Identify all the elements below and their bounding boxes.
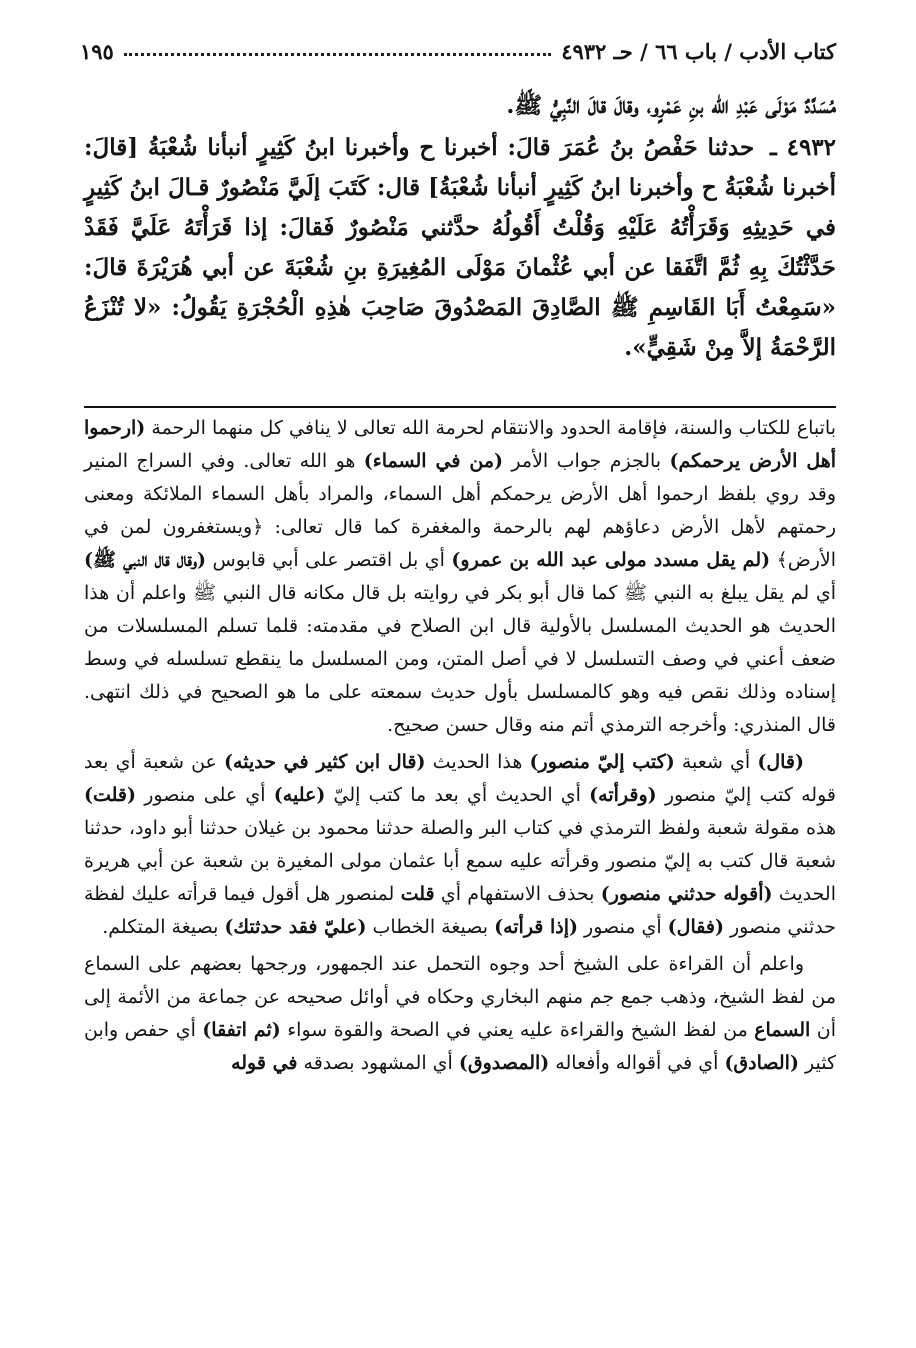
- commentary-text-p1-8: أي لم يقل يبلغ به النبي ﷺ كما قال أبو بكر في روايته بل قال مكانه قال النبي ﷺ واعلم أن هذا الحديث هو الحديث المسلسل بالأولية قال ابن الصلاح في مقدمته: قلما تسلم المسلسلات من ضعف أعني في وصف التسلسل لا في أصل المتن، ومن المسلسل ما ينقطع تسلسله في وسط إسناده وذلك نقص فيه وهو كالمسلسل بأول حديث سمعته على ما هو الصحيح في ذلك انتهى. قال المنذري: وأخرجه الترمذي أتم منه وقال حسن صحيح.: [84, 582, 836, 736]
- commentary: [84, 412, 836, 1080]
- bold-quote-p1-3: (من في السماء): [363, 450, 504, 472]
- commentary-paragraph-2: [84, 746, 836, 944]
- bold-quote-p3-5: (الصادق): [724, 1052, 799, 1074]
- page-number: ١٩٥: [80, 39, 114, 64]
- commentary-text-p1-6: أي بل اقتصر على أبي قابوس: [206, 549, 452, 571]
- bold-quote-p2-0: (قال): [757, 751, 804, 773]
- running-header: [80, 30, 836, 64]
- bold-quote-p3-7: (المصدوق): [458, 1052, 550, 1074]
- bold-quote-p2-20: (عليّ فقد حدثتك): [224, 916, 367, 938]
- commentary-text-p2-9: أي على منصور: [136, 784, 274, 806]
- bold-quote-p3-1: السماع: [754, 1019, 811, 1041]
- hadith-text: [84, 86, 836, 368]
- commentary-text-p2-15: لمنصور هل أقول فيما قرأته عليك لفظة حدثني منصور: [84, 883, 836, 938]
- commentary-text-p2-5: عن شعبة أي بعد قوله كتب إليّ منصور: [84, 751, 836, 806]
- commentary-text-p2-7: أي الحديث أي بعد ما كتب إليّ: [325, 784, 590, 806]
- commentary-text-p1-4: هو الله تعالى. وفي السراج المنير وقد روي بلفظ ارحموا أهل الأرض يرحمكم أهل السماء، والمراد بأهل السماء الملائكة ومعنى رحمتهم لأهل الأرض دعاؤهم لهم بالرحمة والمغفرة كما قال تعالى: ﴿ويستغفرون لمن في الأرض﴾: [84, 450, 836, 571]
- bold-quote-p1-5: (لم يقل مسدد مولى عبد الله بن عمرو): [451, 549, 771, 571]
- commentary-text-p2-19: بصيغة الخطاب: [366, 916, 495, 938]
- bold-quote-p2-14: قلت: [400, 883, 435, 905]
- bold-quote-p3-3: (ثم اتفقا): [202, 1019, 281, 1041]
- commentary-text-p2-13: بحذف الاستفهام أي: [434, 883, 601, 905]
- footnote-divider: [84, 406, 836, 408]
- bold-quote-p2-18: (إذا قرأته): [494, 916, 579, 938]
- hadith-4932: [84, 128, 836, 368]
- bold-quote-p2-16: (فقال): [667, 916, 724, 938]
- bold-quote-p3-9: في قوله: [231, 1052, 298, 1074]
- commentary-text-p2-17: أي منصور: [578, 916, 668, 938]
- commentary-text-p1-2: بالجزم جواب الأمر: [503, 450, 670, 472]
- leader-dots: [124, 53, 551, 56]
- commentary-text-p2-1: أي شعبة: [674, 751, 758, 773]
- hadith-body: حدثنا حَفْصُ بنُ عُمَرَ قالَ: أخبرنا ح وأخبرنا ابنُ كَثِيرٍ أنبأنا شُعْبَةُ [قالَ: أخبرنا شُعْبَةُ ح وأخبرنا ابنُ كَثِيرٍ أنبأنا شُعْبَةُ] قال: كَتَبَ إلَيَّ مَنْصُورٌ قـالَ ابنُ كَثِيرٍ في حَدِيثِهِ وَقَرَأْتُهُ عَلَيْهِ وَقُلْتُ أَقُولُهُ حدَّثني مَنْصُورٌ فَقالَ: إذا قَرَأْتَهُ عَلَيَّ فَقَدْ حَدَّثْتُكَ بِهِ ثُمَّ اتَّفَقا عن أبي عُثْمانَ مَوْلَى المُغِيرَةِ بنِ شُعْبَةَ عن أبي هُرَيْرَةَ قالَ: «سَمِعْتُ أَبَا القَاسِمِ ﷺ الصَّادِقَ المَصْدُوقَ صَاحِبَ هٰذِهِ الْحُجْرَةِ يَقُولُ: «لا تُنْزَعُ الرَّحْمَةُ إلاَّ مِنْ شَقِيٍّ».: [84, 134, 836, 361]
- commentary-text-p3-8: أي المشهود بصدقه: [297, 1052, 459, 1074]
- bold-quote-p2-10: (قلت): [84, 784, 137, 806]
- commentary-text-p3-2: من لفظ الشيخ والقراءة عليه يعني في الصحة والقوة سواء: [280, 1019, 755, 1041]
- bold-quote-p1-1: (ارحموا أهل الأرض يرحمكم): [84, 417, 837, 472]
- commentary-text-p2-21: بصيغة المتكلم.: [102, 916, 225, 938]
- bold-quote-p2-8: (عليه): [273, 784, 326, 806]
- hadith-number: ٤٩٣٢ ـ: [770, 134, 837, 161]
- matn-line-1: مُسَدَّدٌ مَوْلَى عَبْدِ الله بنِ عَمْرٍو، وقالَ قالَ النَّبِيُّ ﷺ.: [506, 92, 836, 119]
- commentary-paragraph-1: [84, 412, 836, 742]
- bold-quote-p2-12: (أقوله حدثني منصور): [600, 883, 773, 905]
- chapter-title: كتاب الأدب / باب ٦٦ / حـ ٤٩٣٢: [561, 39, 836, 64]
- commentary-text-p2-11: هذه مقولة شعبة ولفظ الترمذي في كتاب البر والصلة حدثنا محمود بن غيلان حدثنا أبو داود، حدثنا شعبة قال كتب به إليّ منصور وقرأته عليه سمع أبا عثمان مولى المغيرة بن شعبة عن أبي هريرة الحديث: [84, 817, 836, 905]
- commentary-text-p3-0: واعلم أن القراءة على الشيخ أحد وجوه التحمل عند الجمهور، ورجحها بعضهم على السماع من لفظ الشيخ، وذهب جمع جم منهم البخاري وحكاه في أوائل صحيحه عن جماعة من الأئمة إلى أن: [84, 953, 837, 1041]
- bold-quote-p2-4: (قال ابن كثير في حديثه): [224, 751, 426, 773]
- commentary-text-p3-4: أي حفص وابن كثير: [84, 1019, 836, 1074]
- bold-quote-p2-2: (كتب إليّ منصور): [529, 751, 675, 773]
- commentary-paragraph-3: [84, 948, 836, 1080]
- commentary-text-p1-0: باتباع للكتاب والسنة، فإقامة الحدود والانتقام لحرمة الله تعالى لا ينافي كل منهما الرحمة: [145, 417, 836, 439]
- commentary-text-p2-3: هذا الحديث: [425, 751, 530, 773]
- bold-quote-p1-7: (وقال قال النبي ﷺ): [84, 549, 207, 571]
- commentary-text-p3-6: أي في أقواله وأفعاله: [549, 1052, 725, 1074]
- bold-quote-p2-6: (وقرأته): [589, 784, 657, 806]
